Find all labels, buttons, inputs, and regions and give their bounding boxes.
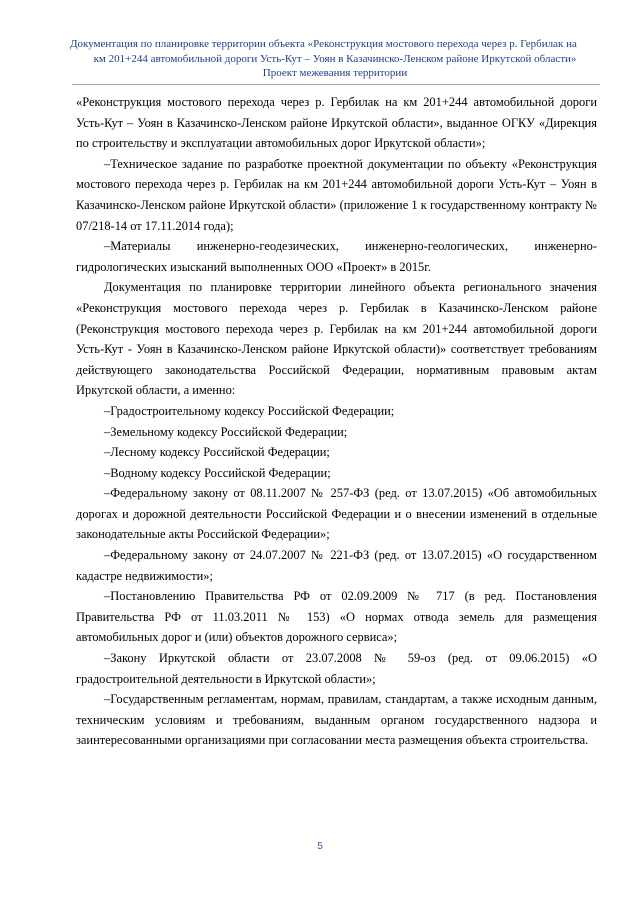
header-divider bbox=[72, 84, 600, 85]
page-number: 5 bbox=[317, 840, 323, 852]
list-item: –Государственным регламентам, нормам, правилам, стандартам, а также исходным данным, техническим условиям и требованиям, выданным органом государственного надзора и заинтересованными организациями при согласовании места размещения объекта строительства. bbox=[76, 692, 597, 748]
running-header bbox=[70, 37, 600, 81]
list-item: –Лесному кодексу Российской Федерации; bbox=[104, 445, 330, 460]
list-item: –Техническое задание по разработке проектной документации по объекту «Реконструкция мостового перехода через р. Гербилак на км 201+244 автомобильной дороги Усть-Кут – Уоян в Казачинско-Ленском районе Иркутской области» (приложение 1 к государственному контракту № 07/218-14 от 17.11.2014 года); bbox=[76, 156, 597, 233]
list-item: –Федеральному закону от 24.07.2007 № 221-ФЗ (ред. от 13.07.2015) «О государственном кадастре недвижимости»; bbox=[76, 548, 597, 583]
paragraph: «Реконструкция мостового перехода через р. Гербилак на км 201+244 автомобильной дороги Усть-Кут – Уоян в Казачинско-Ленском районе Иркутской области», выданное ОГКУ «Дирекция по строительству и эксплуатации автомобильных дорог Иркутской области»; bbox=[76, 95, 597, 151]
list-item: –Водному кодексу Российской Федерации; bbox=[104, 465, 331, 480]
header-line-2: км 201+244 автомобильной дороги Усть-Кут – Уоян в Казачинско-Ленском районе Иркутской области» bbox=[93, 52, 577, 65]
paragraph: Документация по планировке территории линейного объекта регионального значения «Реконструкция мостового перехода через р. Гербилак в Казачинско-Ленском районе (Реконструкция мостового перехода через р. Гербилак на км 201+244 автомобильной дороги Усть-Кут - Уоян в Казачинско-Ленском районе Иркутской области)» соответствует требованиям действующего законодательства Российской Федерации, нормативным правовым актам Иркутской области, а именно: bbox=[76, 280, 597, 398]
list-item: –Земельному кодексу Российской Федерации; bbox=[104, 424, 348, 439]
header-line-1: Документация по планировке территории объекта «Реконструкция мостового перехода через р. Гербилак на bbox=[70, 38, 577, 50]
list-item: –Материалы инженерно-геодезических, инженерно-геологических, инженерно-гидрологических изысканий выполненных ООО «Проект» в 2015г. bbox=[76, 239, 597, 274]
header-line-3: Проект межевания территории bbox=[262, 67, 408, 79]
list-item: –Постановлению Правительства РФ от 02.09.2009 № 717 (в ред. Постановления Правительства РФ от 11.03.2011 № 153) «О нормах отвода земель для размещения автомобильных дорог и (или) объектов дорожного сервиса»; bbox=[76, 589, 597, 645]
list-item: –Градостроительному кодексу Российской Федерации; bbox=[104, 403, 395, 418]
body-text bbox=[76, 92, 597, 751]
list-item: –Закону Иркутской области от 23.07.2008 № 59-оз (ред. от 09.06.2015) «О градостроительной деятельности в Иркутской области»; bbox=[76, 651, 597, 686]
list-item: –Федеральному закону от 08.11.2007 № 257-ФЗ (ред. от 13.07.2015) «Об автомобильных дорогах и дорожной деятельности Российской Федерации и о внесении изменений в отдельные законодательные акты Российской Федерации»; bbox=[76, 486, 597, 542]
